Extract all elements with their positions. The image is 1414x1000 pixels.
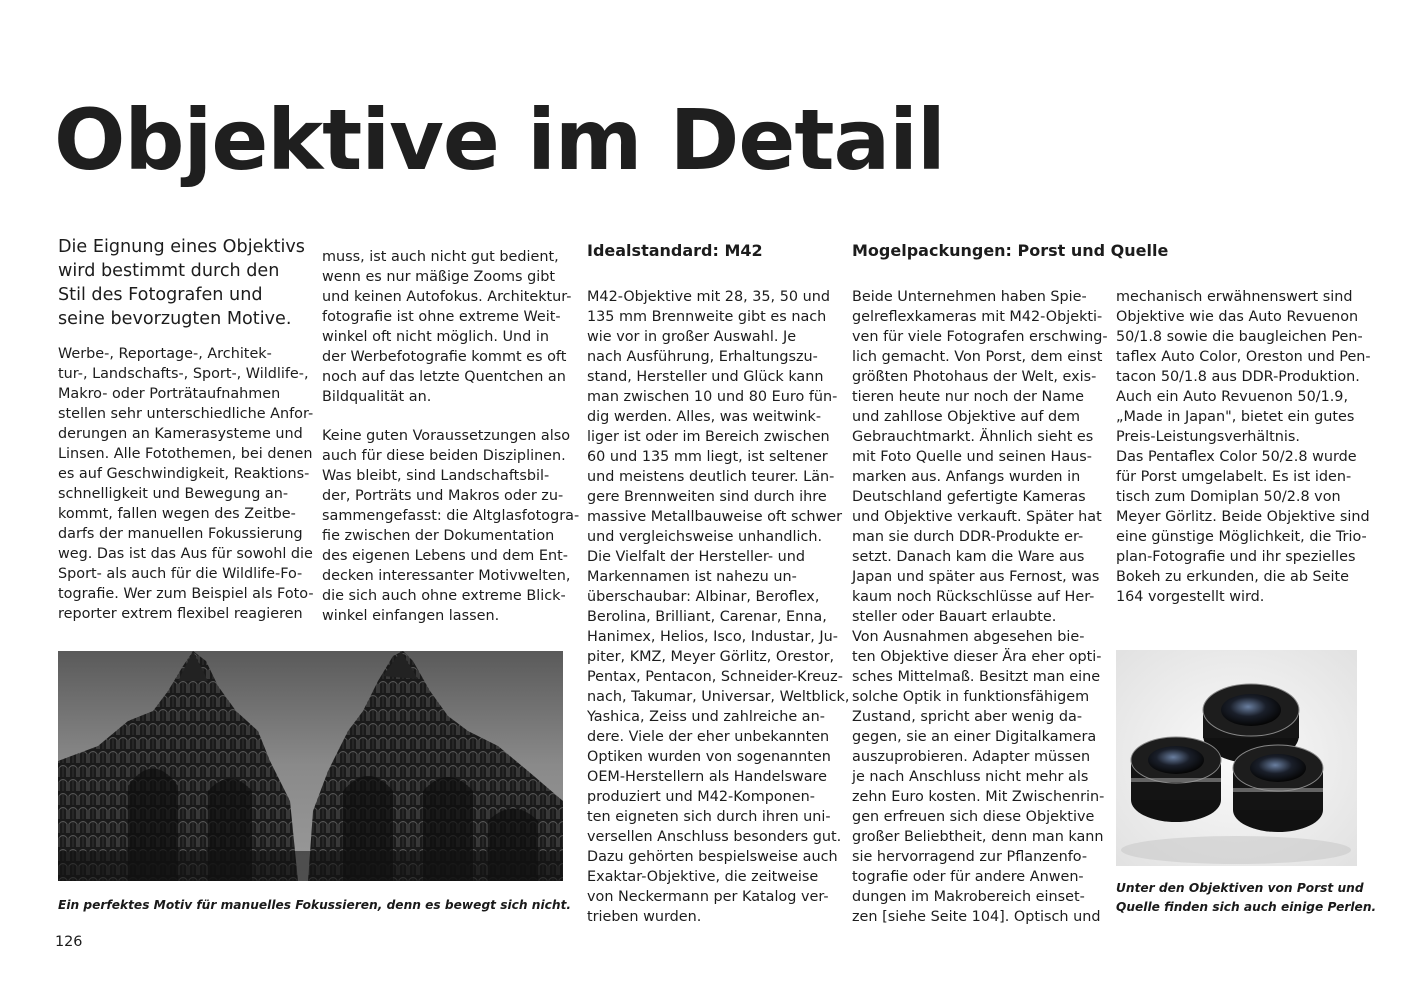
body-line: darfs der manuellen Fokussierung — [58, 526, 303, 542]
body-line: der, Porträts und Makros oder zu- — [322, 488, 564, 504]
body-line: derungen an Kamerasysteme und — [58, 426, 303, 442]
body-line: winkel oft nicht möglich. Und in — [322, 329, 549, 345]
body-line: zehn Euro kosten. Mit Zwischenrin- — [852, 789, 1105, 805]
body-line: solche Optik in funktionsfähigem — [852, 689, 1090, 705]
body-line: Markennamen ist nahezu un- — [587, 569, 797, 585]
body-line: stellen sehr unterschiedliche Anfor- — [58, 406, 314, 422]
body-line: taflex Auto Color, Oreston und Pen- — [1116, 349, 1371, 365]
body-line: Auch ein Auto Revuenon 50/1.9, — [1116, 389, 1349, 405]
body-line: Linsen. Alle Fotothemen, bei denen — [58, 446, 313, 462]
body-line: die sich auch ohne extreme Blick- — [322, 588, 566, 604]
body-line: mechanisch erwähnenswert sind — [1116, 289, 1353, 305]
body-line: nach, Takumar, Universar, Weltblick, — [587, 689, 850, 705]
body-line: gegen, sie an einer Digitalkamera — [852, 729, 1097, 745]
body-line: Deutschland gefertigte Kameras — [852, 489, 1086, 505]
body-line: plan-Fotografie und ihr spezielles — [1116, 549, 1356, 565]
body-line: von Neckermann per Katalog ver- — [587, 889, 829, 905]
body-line: dig werden. Alles, was weitwink- — [587, 409, 822, 425]
body-line: decken interessanter Motivwelten, — [322, 568, 571, 584]
body-line: tieren heute nur noch der Name — [852, 389, 1085, 405]
body-line: piter, KMZ, Meyer Görlitz, Orestor, — [587, 649, 835, 665]
lenses-caption-line: Unter den Objektiven von Porst und — [1116, 881, 1364, 895]
body-line: eine günstige Möglichkeit, die Trio- — [1116, 529, 1367, 545]
body-line: der Werbefotografie kommt es oft — [322, 349, 567, 365]
section-heading: Idealstandard: M42 — [587, 241, 763, 260]
body-line: Das Pentaflex Color 50/2.8 wurde — [1116, 449, 1357, 465]
cathedral-photo — [58, 651, 563, 881]
body-line: kaum noch Rückschlüsse auf Her- — [852, 589, 1095, 605]
body-line: Beide Unternehmen haben Spie- — [852, 289, 1087, 305]
body-line: auszuprobieren. Adapter müssen — [852, 749, 1091, 765]
body-line: tacon 50/1.8 aus DDR-Produktion. — [1116, 369, 1360, 385]
body-line: massive Metallbauweise oft schwer — [587, 509, 843, 525]
section-heading: Mogelpackungen: Porst und Quelle — [852, 241, 1169, 260]
page-title: Objektive im Detail — [54, 91, 945, 189]
body-line: noch auf das letzte Quentchen an — [322, 369, 566, 385]
body-line: es auf Geschwindigkeit, Reaktions- — [58, 466, 310, 482]
cathedral-caption: Ein perfektes Motiv für manuelles Fokussieren, denn es bewegt sich nicht. — [58, 898, 572, 912]
body-line: winkel einfangen lassen. — [322, 608, 500, 624]
body-line: Pentax, Pentacon, Schneider-Kreuz- — [587, 669, 843, 685]
body-line: und Objektive verkauft. Später hat — [852, 509, 1102, 525]
body-line: tografie oder für andere Anwen- — [852, 869, 1084, 885]
body-line: tisch zum Domiplan 50/2.8 von — [1116, 489, 1341, 505]
body-line: sie hervorragend zur Pflanzenfo- — [852, 849, 1088, 865]
body-line: OEM-Herstellern als Handelsware — [587, 769, 827, 785]
body-line: zen [siehe Seite 104]. Optisch und — [852, 909, 1101, 925]
body-line: Gebrauchtmarkt. Ähnlich sieht es — [852, 429, 1094, 445]
lead-line: seine bevorzugten Motive. — [58, 309, 292, 329]
body-line: man zwischen 10 und 80 Euro fün- — [587, 389, 838, 405]
body-line: man sie durch DDR-Produkte er- — [852, 529, 1084, 545]
body-line: und zahllose Objektive auf dem — [852, 409, 1080, 425]
body-line: 50/1.8 sowie die baugleichen Pen- — [1116, 329, 1363, 345]
body-line: produziert und M42-Komponen- — [587, 789, 815, 805]
body-line: tur-, Landschafts-, Sport-, Wildlife-, — [58, 366, 309, 382]
body-line: reporter extrem flexibel reagieren — [58, 606, 303, 622]
body-line: Preis-Leistungsverhältnis. — [1116, 429, 1300, 445]
page-number: 126 — [55, 934, 83, 950]
body-line: weg. Das ist das Aus für sowohl die — [58, 546, 313, 562]
lenses-caption-line: Quelle finden sich auch einige Perlen. — [1116, 900, 1377, 914]
body-line: und keinen Autofokus. Architektur- — [322, 289, 572, 305]
body-line: gere Brennweiten sind durch ihre — [587, 489, 827, 505]
body-line: M42-Objektive mit 28, 35, 50 und — [587, 289, 830, 305]
body-line: schnelligkeit und Bewegung an- — [58, 486, 289, 502]
body-line: Sport- als auch für die Wildlife-Fo- — [58, 566, 303, 582]
body-line: kommt, fallen wegen des Zeitbe- — [58, 506, 296, 522]
body-line: liger ist oder im Bereich zwischen — [587, 429, 830, 445]
body-line: ten eigneten sich durch ihren uni- — [587, 809, 831, 825]
body-line: 60 und 135 mm liegt, ist seltener — [587, 449, 828, 465]
cathedral-illustration — [58, 651, 563, 881]
body-line: muss, ist auch nicht gut bedient, — [322, 249, 559, 265]
body-line: trieben wurden. — [587, 909, 702, 925]
body-line: des eigenen Lebens und dem Ent- — [322, 548, 568, 564]
body-line: Berolina, Brilliant, Carenar, Enna, — [587, 609, 827, 625]
body-line: mit Foto Quelle und seinen Haus- — [852, 449, 1092, 465]
body-line: Werbe-, Reportage-, Architek- — [58, 346, 272, 362]
body-line: stand, Hersteller und Glück kann — [587, 369, 824, 385]
body-line: setzt. Danach kam die Ware aus — [852, 549, 1085, 565]
body-line: Dazu gehörten bespielsweise auch — [587, 849, 838, 865]
body-line: sammengefasst: die Altglasfotogra- — [322, 508, 580, 524]
body-line: Keine guten Voraussetzungen also — [322, 428, 571, 444]
body-line: dungen im Makrobereich einset- — [852, 889, 1085, 905]
body-line: Meyer Görlitz. Beide Objektive sind — [1116, 509, 1370, 525]
body-line: Optiken wurden von sogenannten — [587, 749, 831, 765]
body-line: Zustand, spricht aber wenig da- — [852, 709, 1083, 725]
body-line: fotografie ist ohne extreme Weit- — [322, 309, 561, 325]
body-line: gen erfreuen sich diese Objektive — [852, 809, 1095, 825]
body-line: Was bleibt, sind Landschaftsbil- — [322, 468, 550, 484]
body-line: ven für viele Fotografen erschwing- — [852, 329, 1108, 345]
body-line: marken aus. Anfangs wurden in — [852, 469, 1081, 485]
body-line: je nach Anschluss nicht mehr als — [852, 769, 1089, 785]
body-line: dere. Viele der eher unbekannten — [587, 729, 830, 745]
body-line: und meistens deutlich teurer. Län- — [587, 469, 835, 485]
body-line: wenn es nur mäßige Zooms gibt — [322, 269, 556, 285]
body-line: und vergleichsweise unhandlich. — [587, 529, 823, 545]
body-line: größten Photohaus der Welt, exis- — [852, 369, 1097, 385]
body-line: tografie. Wer zum Beispiel als Foto- — [58, 586, 314, 602]
body-line: für Porst umgelabelt. Es ist iden- — [1116, 469, 1352, 485]
body-line: Objektive wie das Auto Revuenon — [1116, 309, 1359, 325]
body-line: sches Mittelmaß. Besitzt man eine — [852, 669, 1101, 685]
body-line: ten Objektive dieser Ära eher opti- — [852, 649, 1102, 665]
body-line: Die Vielfalt der Hersteller- und — [587, 549, 806, 565]
lenses-illustration — [1116, 650, 1357, 866]
body-line: Hanimex, Helios, Isco, Industar, Ju- — [587, 629, 838, 645]
body-line: Von Ausnahmen abgesehen bie- — [852, 629, 1085, 645]
body-line: Exaktar-Objektive, die zeitweise — [587, 869, 819, 885]
lead-line: wird bestimmt durch den — [58, 261, 280, 281]
body-line: 135 mm Brennweite gibt es nach — [587, 309, 827, 325]
body-line: überschaubar: Albinar, Beroflex, — [587, 589, 820, 605]
body-line: Bildqualität an. — [322, 389, 432, 405]
body-line: fie zwischen der Dokumentation — [322, 528, 555, 544]
body-line: wie vor in großer Auswahl. Je — [587, 329, 797, 345]
body-line: versellen Anschluss besonders gut. — [587, 829, 842, 845]
body-line: „Made in Japan", bietet ein gutes — [1116, 409, 1355, 425]
lead-line: Stil des Fotografen und — [58, 285, 263, 305]
body-line: auch für diese beiden Disziplinen. — [322, 448, 566, 464]
body-line: 164 vorgestellt wird. — [1116, 589, 1265, 605]
lenses-photo — [1116, 650, 1357, 866]
body-line: steller oder Bauart erlaubte. — [852, 609, 1057, 625]
body-line: lich gemacht. Von Porst, dem einst — [852, 349, 1103, 365]
body-line: Yashica, Zeiss und zahlreiche an- — [587, 709, 825, 725]
body-line: großer Beliebtheit, denn man kann — [852, 829, 1104, 845]
lead-line: Die Eignung eines Objektivs — [58, 237, 305, 257]
body-line: Bokeh zu erkunden, die ab Seite — [1116, 569, 1350, 585]
body-line: Makro- oder Porträtaufnahmen — [58, 386, 281, 402]
body-line: gelreflexkameras mit M42-Objekti- — [852, 309, 1103, 325]
body-line: Japan und später aus Fernost, was — [852, 569, 1100, 585]
body-line: nach Ausführung, Erhaltungszu- — [587, 349, 818, 365]
